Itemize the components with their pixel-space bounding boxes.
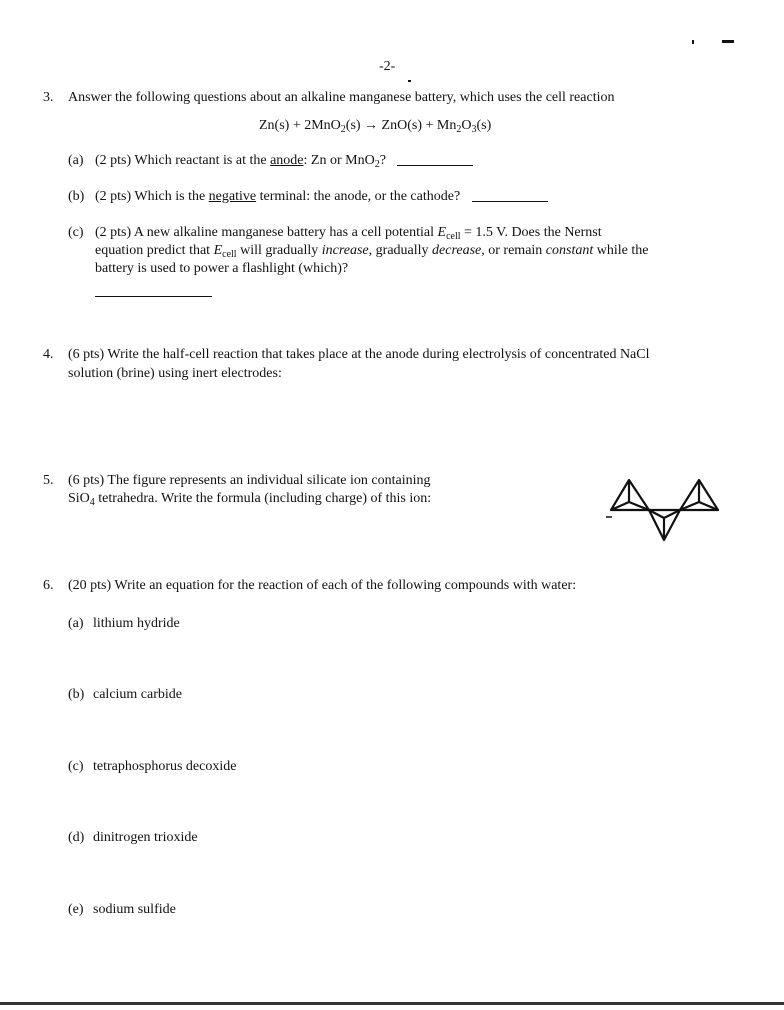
q4-line1: (6 pts) Write the half-cell reaction that takes place at the anode during electrolysis of concentrated NaCl xyxy=(68,347,650,362)
q3a-label: (a) xyxy=(68,153,84,168)
q6-intro: (20 pts) Write an equation for the reaction of each of the following compounds with water: xyxy=(68,578,577,593)
subscript: cell xyxy=(222,249,237,260)
q3-intro: Answer the following questions about an alkaline manganese battery, which uses the cell reaction xyxy=(68,90,615,105)
equation-part: (s) → ZnO(s) + Mn xyxy=(345,118,457,133)
q3b-text xyxy=(95,189,548,205)
q4-line2: solution (brine) using inert electrodes: xyxy=(68,366,282,381)
q6-number: 6. xyxy=(43,578,54,593)
text-part: will gradually xyxy=(236,243,322,258)
q3b-answer-blank[interactable] xyxy=(472,201,548,202)
q3-number: 3. xyxy=(43,90,54,105)
q3c-label: (c) xyxy=(68,225,84,240)
text-part: terminal: the anode, or the cathode? xyxy=(256,189,461,204)
text-part: = 1.5 V. Does the Nernst xyxy=(460,225,602,240)
scan-mark xyxy=(408,80,411,82)
text-part: (2 pts) Which reactant is at the xyxy=(95,153,271,168)
italic-symbol: E xyxy=(437,225,447,240)
subscript: cell xyxy=(446,231,461,242)
text-part: , or remain xyxy=(481,243,546,258)
q5-number: 5. xyxy=(43,473,54,488)
equation-part: Zn(s) + 2MnO xyxy=(259,118,341,133)
text-part: equation predict that xyxy=(95,243,214,258)
q6-item-label: (a) xyxy=(68,616,84,631)
text-part: (2 pts) A new alkaline manganese battery has a cell potential xyxy=(95,225,438,240)
subscript: 2 xyxy=(456,124,462,135)
q3c-line1 xyxy=(95,225,602,241)
italic-word: decrease xyxy=(432,243,482,258)
q3-cell-equation xyxy=(259,118,491,134)
q3a-text xyxy=(95,153,473,169)
q6-item-label: (e) xyxy=(68,902,84,917)
scan-mark xyxy=(722,40,734,43)
q3c-line2 xyxy=(95,243,648,259)
italic-symbol: E xyxy=(213,243,223,258)
page-number: -2- xyxy=(379,59,396,74)
q5-line1: (6 pts) The figure represents an individual silicate ion containing xyxy=(68,473,431,488)
text-part: tetrahedra. Write the formula (including charge) of this ion: xyxy=(94,491,432,506)
q6-item-text: tetraphosphorus decoxide xyxy=(93,759,237,774)
text-part: ? xyxy=(379,153,386,168)
subscript: 2 xyxy=(340,124,346,135)
q3a-answer-blank[interactable] xyxy=(397,165,473,166)
q3c-answer-blank[interactable] xyxy=(95,296,212,297)
q3c-line3: battery is used to power a flashlight (which)? xyxy=(95,261,349,276)
italic-word: constant xyxy=(545,243,594,258)
text-part: SiO xyxy=(68,491,90,506)
q6-item-label: (b) xyxy=(68,687,85,702)
q6-item-text: dinitrogen trioxide xyxy=(93,830,198,845)
bottom-edge-rule xyxy=(0,1002,784,1005)
text-part: : Zn or MnO xyxy=(303,153,375,168)
silicate-tetrahedra-figure xyxy=(604,472,724,544)
q6-item-text: sodium sulfide xyxy=(93,902,176,917)
underlined-word: anode xyxy=(270,153,304,168)
underlined-word: negative xyxy=(208,189,257,204)
q3b-label: (b) xyxy=(68,189,85,204)
q6-item-label: (d) xyxy=(68,830,85,845)
q6-item-text: calcium carbide xyxy=(93,687,183,702)
text-part: , gradually xyxy=(368,243,433,258)
text-part: (2 pts) Which is the xyxy=(95,189,209,204)
q6-item-label: (c) xyxy=(68,759,84,774)
q4-number: 4. xyxy=(43,347,54,362)
italic-word: increase xyxy=(321,243,369,258)
text-part: while the xyxy=(593,243,649,258)
subscript: 3 xyxy=(471,124,477,135)
subscript: 2 xyxy=(374,159,380,170)
q5-line2 xyxy=(68,491,431,507)
equation-part: (s) xyxy=(476,118,492,133)
equation-part: O xyxy=(461,118,472,133)
scan-mark xyxy=(692,40,694,44)
q6-item-text: lithium hydride xyxy=(93,616,180,631)
subscript: 4 xyxy=(89,497,95,508)
